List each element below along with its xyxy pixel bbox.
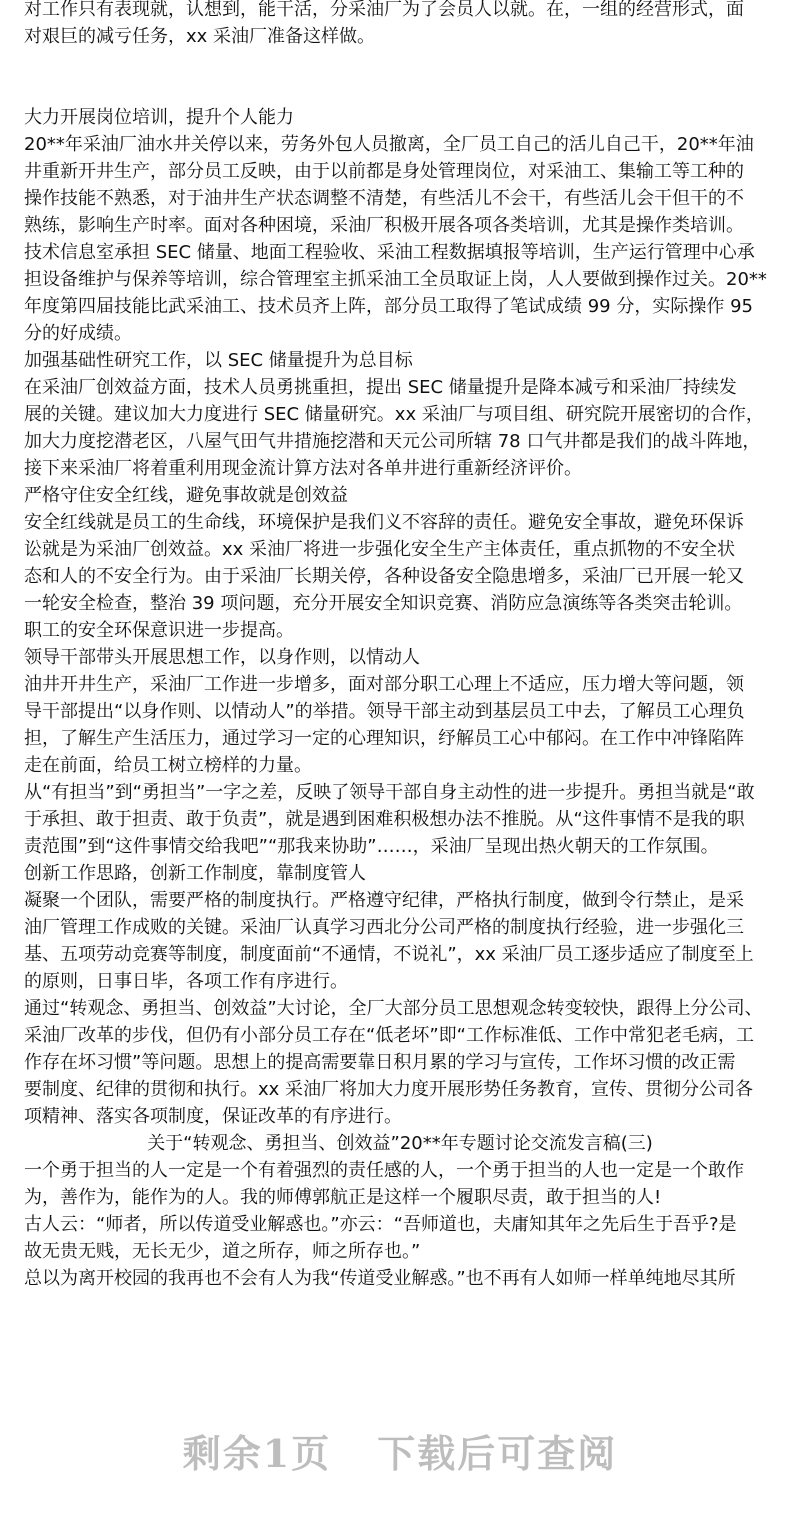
text-line: 井重新开井生产，部分员工反映，由于以前都是身处管理岗位，对采油工、集输工等工种的	[24, 161, 744, 182]
text-line: 创新工作思路，创新工作制度，靠制度管人	[24, 863, 366, 884]
text-line: 在采油厂创效益方面，技术人员勇挑重担，提出 SEC 储量提升是降本减亏和采油厂持续发	[24, 377, 737, 398]
text-line: 通过“转观念、勇担当、创效益”大讨论，全厂大部分员工思想观念转变较快，跟得上分公司、	[24, 998, 763, 1019]
text-line: 作存在坏习惯”等问题。思想上的提高需要靠日积月累的学习与宣传，工作坏习惯的改正需	[24, 1052, 736, 1073]
text-line: 凝聚一个团队，需要严格的制度执行。严格遵守纪律，严格执行制度，做到令行禁止，是采	[24, 890, 744, 911]
text-line: 加强基础性研究工作，以 SEC 储量提升为总目标	[24, 350, 413, 371]
text-line: 技术信息室承担 SEC 储量、地面工程验收、采油工程数据填报等培训，生产运行管理中心承	[24, 242, 755, 263]
text-line: 20**年采油厂油水井关停以来，劳务外包人员撤离，全厂员工自己的活儿自己干，20**年油	[24, 134, 754, 155]
text-line: 严格守住安全红线，避免事故就是创效益	[24, 485, 348, 506]
section-title: 关于“转观念、勇担当、创效益”20**年专题讨论交流发言稿(三)	[147, 1133, 653, 1154]
download-to-view-label[interactable]: 下载后可查阅	[377, 1430, 618, 1476]
text-line: 导干部提出“以身作则、以情动人”的举措。领导干部主动到基层员工中去，了解员工心理负	[24, 701, 745, 722]
text-line: 对艰巨的减亏任务，xx 采油厂准备这样做。	[24, 26, 376, 47]
text-line: 接下来采油厂将着重利用现金流计算方法对各单井进行重新经济评价。	[24, 458, 582, 479]
document-body	[24, 0, 776, 1292]
paragraph-spacer	[24, 50, 776, 104]
text-line: 年度第四届技能比武采油工、技术员齐上阵，部分员工取得了笔试成绩 99 分，实际操作 95	[24, 296, 753, 317]
text-line: 大力开展岗位培训，提升个人能力	[24, 107, 294, 128]
text-line: 总以为离开校园的我再也不会有人为我“传道受业解惑。”也不再有人如师一样单纯地尽其所	[24, 1268, 736, 1289]
text-line: 油厂管理工作成败的关键。采油厂认真学习西北分公司严格的制度执行经验，进一步强化三	[24, 917, 744, 938]
remaining-pages-label: 剩余1页	[182, 1430, 332, 1476]
text-line: 展的关键。建议加大力度进行 SEC 储量研究。xx 采油厂与项目组、研究院开展密切的合作，	[24, 404, 764, 425]
download-prompt[interactable]	[0, 1410, 800, 1490]
text-line: 安全红线就是员工的生命线，环境保护是我们义不容辞的责任。避免安全事故，避免环保诉	[24, 512, 744, 533]
text-line: 职工的安全环保意识进一步提高。	[24, 620, 294, 641]
text-line: 故无贵无贱，无长无少，道之所存，师之所存也。”	[24, 1241, 421, 1262]
text-line: 加大力度挖潜老区，八屋气田气井措施挖潜和天元公司所辖 78 口气井都是我们的战斗阵地，	[24, 431, 761, 452]
text-line: 讼就是为采油厂创效益。xx 采油厂将进一步强化安全生产主体责任，重点抓物的不安全状	[24, 539, 736, 560]
text-line: 操作技能不熟悉，对于油井生产状态调整不清楚，有些活儿不会干，有些活儿会干但干的不	[24, 188, 744, 209]
text-line: 走在前面，给员工树立榜样的力量。	[24, 755, 312, 776]
text-line: 熟练，影响生产时率。面对各种困境，采油厂积极开展各项各类培训，尤其是操作类培训。	[24, 215, 744, 236]
text-line: 基、五项劳动竞赛等制度，制度面前“不通情，不说礼”，xx 采油厂员工逐步适应了制度至上	[24, 944, 754, 965]
text-line: 古人云：“师者，所以传道受业解惑也。”亦云：“吾师道也，夫庸知其年之先后生于吾乎?是	[24, 1214, 737, 1235]
text-line: 采油厂改革的步伐，但仍有小部分员工存在“低老坏”即“工作标准低、工作中常犯老毛病，工	[24, 1025, 754, 1046]
text-line: 一轮安全检查，整治 39 项问题，充分开展安全知识竞赛、消防应急演练等各类突击轮训。	[24, 593, 743, 614]
text-line: 责范围”到“这件事情交给我吧”“那我来协助”……，采油厂呈现出热火朝天的工作氛围。	[24, 836, 719, 857]
text-line: 担，了解生产生活压力，通过学习一定的心理知识，纾解员工心中郁闷。在工作中冲锋陷阵	[24, 728, 744, 749]
text-line: 于承担、敢于担责、敢于负责”，就是遇到困难积极想办法不推脱。从“这件事情不是我的职	[24, 809, 745, 830]
text-line: 分的好成绩。	[24, 323, 132, 344]
text-line: 态和人的不安全行为。由于采油厂长期关停，各种设备安全隐患增多，采油厂已开展一轮又	[24, 566, 744, 587]
text-line: 对工作只有表现就，认想到，能干活，分采油厂为了会员人以就。在，一组的经营形式，面	[24, 0, 744, 20]
text-line: 担设备维护与保养等培训，综合管理室主抓采油工全员取证上岗，人人要做到操作过关。20**	[24, 269, 767, 290]
text-line: 从“有担当”到“勇担当”一字之差，反映了领导干部自身主动性的进一步提升。勇担当就是“敢	[24, 782, 755, 803]
text-line: 为，善作为，能作为的人。我的师傅郭航正是这样一个履职尽责，敢于担当的人!	[24, 1187, 662, 1208]
text-line: 的原则，日事日毕，各项工作有序进行。	[24, 971, 348, 992]
text-line: 一个勇于担当的人一定是一个有着强烈的责任感的人，一个勇于担当的人也一定是一个敢作	[24, 1160, 744, 1181]
text-line: 项精神、落实各项制度，保证改革的有序进行。	[24, 1106, 402, 1127]
text-line: 油井开井生产，采油厂工作进一步增多，面对部分职工心理上不适应，压力增大等问题，领	[24, 674, 744, 695]
text-line: 要制度、纪律的贯彻和执行。xx 采油厂将加大力度开展形势任务教育，宣传、贯彻分公司各	[24, 1079, 754, 1100]
text-line: 领导干部带头开展思想工作，以身作则，以情动人	[24, 647, 420, 668]
